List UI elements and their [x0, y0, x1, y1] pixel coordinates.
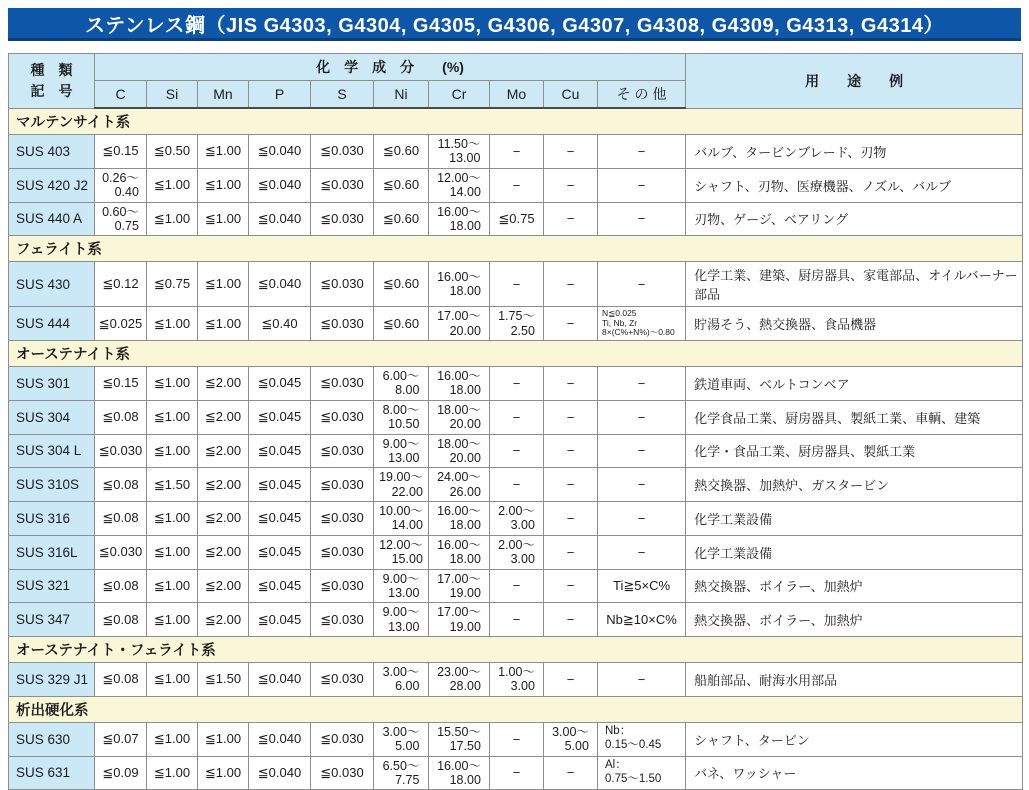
composition-cell: − — [598, 535, 686, 569]
composition-cell: ≦0.040 — [249, 202, 311, 236]
composition-cell: − — [490, 367, 544, 401]
composition-cell: ≦0.75 — [147, 262, 198, 307]
composition-cell: ≦0.07 — [95, 722, 147, 756]
composition-cell: ≦0.030 — [311, 307, 374, 341]
composition-cell: 3.00～ 5.00 — [374, 722, 429, 756]
composition-cell: ≦0.60 — [374, 135, 429, 169]
composition-cell: − — [598, 168, 686, 202]
composition-cell: ≦0.030 — [311, 722, 374, 756]
composition-cell: 9.00～ 13.00 — [374, 434, 429, 468]
composition-cell: ≦0.030 — [311, 603, 374, 637]
composition-cell: − — [490, 756, 544, 790]
composition-cell: 1.75～ 2.50 — [490, 307, 544, 341]
composition-cell: 3.00～ 6.00 — [374, 663, 429, 697]
composition-cell: 6.00～ 8.00 — [374, 367, 429, 401]
composition-cell: ≦0.045 — [249, 535, 311, 569]
data-row — [9, 569, 1023, 603]
composition-cell: ≦0.60 — [374, 262, 429, 307]
data-row — [9, 168, 1023, 202]
composition-cell: 17.00～ 19.00 — [429, 603, 490, 637]
page-title: ステンレス鋼（JIS G4303, G4304, G4305, G4306, G4307, G4308, G4309, G4313, G4314） — [85, 14, 944, 37]
grade-cell: SUS 444 — [9, 307, 95, 341]
composition-cell: − — [598, 468, 686, 502]
section-label: フェライト系 — [9, 236, 1023, 262]
composition-cell: ≦0.040 — [249, 756, 311, 790]
composition-cell: − — [490, 603, 544, 637]
composition-cell: ≦1.00 — [147, 663, 198, 697]
data-row — [9, 502, 1023, 536]
composition-cell: ≦0.030 — [95, 434, 147, 468]
section-label: マルテンサイト系 — [9, 108, 1023, 135]
composition-cell: ≦0.030 — [311, 468, 374, 502]
composition-cell: − — [544, 468, 598, 502]
composition-cell: − — [598, 262, 686, 307]
composition-cell: 18.00～ 20.00 — [429, 434, 490, 468]
composition-cell: 16.00～ 18.00 — [429, 535, 490, 569]
composition-cell: − — [490, 400, 544, 434]
table-body — [9, 108, 1023, 790]
composition-cell: − — [544, 663, 598, 697]
application-cell: 化学食品工業、厨房器具、製紙工業、車輌、建築 — [686, 400, 1023, 434]
composition-cell: 18.00～ 20.00 — [429, 400, 490, 434]
data-row — [9, 603, 1023, 637]
composition-cell: ≦1.00 — [198, 307, 249, 341]
composition-cell: − — [598, 135, 686, 169]
data-row — [9, 135, 1023, 169]
usage-header: 用 途 例 — [686, 54, 1023, 109]
composition-cell: − — [544, 307, 598, 341]
composition-cell: ≦1.00 — [198, 135, 249, 169]
composition-cell: − — [544, 262, 598, 307]
composition-cell: ≦1.00 — [147, 202, 198, 236]
composition-cell: − — [598, 434, 686, 468]
data-row — [9, 468, 1023, 502]
grade-cell: SUS 430 — [9, 262, 95, 307]
composition-cell: − — [544, 569, 598, 603]
chem-group-header: 化 学 成 分 (%) — [95, 54, 686, 81]
composition-cell: Nb≧10×C% — [598, 603, 686, 637]
application-cell: シャフト、タービン — [686, 722, 1023, 756]
composition-cell: 16.00～ 18.00 — [429, 202, 490, 236]
element-header-ni: Ni — [374, 81, 429, 109]
grade-cell: SUS 631 — [9, 756, 95, 790]
composition-cell: ≦2.00 — [198, 468, 249, 502]
composition-cell: − — [598, 502, 686, 536]
composition-cell: − — [490, 468, 544, 502]
composition-cell: ≦1.00 — [147, 434, 198, 468]
grade-cell: SUS 630 — [9, 722, 95, 756]
composition-cell: 17.00～ 20.00 — [429, 307, 490, 341]
element-header-other: そ の 他 — [598, 81, 686, 109]
composition-cell: ≦2.00 — [198, 502, 249, 536]
composition-cell: − — [490, 262, 544, 307]
composition-cell: ≦0.045 — [249, 367, 311, 401]
element-header-p: P — [249, 81, 311, 109]
composition-cell: ≦1.00 — [198, 202, 249, 236]
composition-cell: ≦1.00 — [147, 569, 198, 603]
composition-cell: ≦0.040 — [249, 262, 311, 307]
composition-cell: ≦1.00 — [147, 535, 198, 569]
section-label: オーステナイト・フェライト系 — [9, 637, 1023, 663]
composition-cell: − — [490, 168, 544, 202]
composition-cell: ≦1.50 — [147, 468, 198, 502]
composition-cell: 11.50～ 13.00 — [429, 135, 490, 169]
composition-cell: ≦0.030 — [311, 202, 374, 236]
application-cell: 化学・食品工業、厨房器具、製紙工業 — [686, 434, 1023, 468]
composition-cell: ≦0.60 — [374, 307, 429, 341]
composition-cell: ≦0.030 — [311, 400, 374, 434]
composition-cell: 8.00～ 10.50 — [374, 400, 429, 434]
composition-cell: ≦0.60 — [374, 168, 429, 202]
composition-cell: ≦0.040 — [249, 722, 311, 756]
kind-header-line2: 記 号 — [30, 82, 73, 99]
composition-cell: ≦2.00 — [198, 569, 249, 603]
grade-cell: SUS 329 J1 — [9, 663, 95, 697]
composition-cell: ≦1.00 — [147, 722, 198, 756]
element-header-cu: Cu — [544, 81, 598, 109]
composition-cell: 16.00～ 18.00 — [429, 502, 490, 536]
composition-cell: 15.50～ 17.50 — [429, 722, 490, 756]
composition-cell: ≦0.030 — [311, 756, 374, 790]
grade-cell: SUS 440 A — [9, 202, 95, 236]
data-row — [9, 262, 1023, 307]
composition-cell: ≦1.00 — [198, 168, 249, 202]
grade-cell: SUS 304 L — [9, 434, 95, 468]
grade-cell: SUS 420 J2 — [9, 168, 95, 202]
data-row — [9, 663, 1023, 697]
grade-cell: SUS 316L — [9, 535, 95, 569]
data-row — [9, 307, 1023, 341]
element-header-s: S — [311, 81, 374, 109]
composition-cell: − — [544, 135, 598, 169]
element-header-mn: Mn — [198, 81, 249, 109]
composition-cell: ≦0.030 — [311, 262, 374, 307]
data-row — [9, 400, 1023, 434]
composition-cell: − — [544, 168, 598, 202]
composition-cell: − — [490, 434, 544, 468]
data-row — [9, 202, 1023, 236]
composition-cell: 16.00～ 18.00 — [429, 262, 490, 307]
composition-cell: Al： 0.75～1.50 — [598, 756, 686, 790]
composition-cell: ≦0.08 — [95, 400, 147, 434]
composition-cell: ≦1.00 — [147, 367, 198, 401]
composition-cell: 3.00～ 5.00 — [544, 722, 598, 756]
kind-header-cell — [9, 54, 95, 109]
composition-cell: ≦1.50 — [198, 663, 249, 697]
data-row — [9, 434, 1023, 468]
title-bar — [8, 8, 1021, 41]
composition-cell: 16.00～ 18.00 — [429, 367, 490, 401]
grade-cell: SUS 316 — [9, 502, 95, 536]
composition-cell: 9.00～ 13.00 — [374, 569, 429, 603]
composition-cell: ≦0.045 — [249, 400, 311, 434]
composition-cell: 19.00～ 22.00 — [374, 468, 429, 502]
grade-cell: SUS 301 — [9, 367, 95, 401]
composition-cell: ≦1.00 — [147, 400, 198, 434]
application-cell: 熱交換器、ボイラー、加熱炉 — [686, 603, 1023, 637]
application-cell: 刃物、ゲージ、ベアリング — [686, 202, 1023, 236]
section-row — [9, 236, 1023, 262]
composition-cell: ≦0.030 — [311, 502, 374, 536]
composition-cell: ≦0.08 — [95, 603, 147, 637]
composition-cell: − — [598, 202, 686, 236]
grade-cell: SUS 403 — [9, 135, 95, 169]
composition-cell: ≦0.040 — [249, 168, 311, 202]
element-header-c: C — [95, 81, 147, 109]
application-cell: バネ、ワッシャー — [686, 756, 1023, 790]
composition-cell: ≦0.045 — [249, 502, 311, 536]
section-row — [9, 108, 1023, 135]
application-cell: シャフト、刃物、医療機器、ノズル、バルブ — [686, 168, 1023, 202]
section-row — [9, 637, 1023, 663]
application-cell: 化学工業設備 — [686, 502, 1023, 536]
composition-cell: − — [544, 367, 598, 401]
kind-header-line1: 種 類 — [30, 61, 73, 78]
application-cell: 熱交換器、加熱炉、ガスタービン — [686, 468, 1023, 502]
composition-cell: 10.00～ 14.00 — [374, 502, 429, 536]
composition-cell: ≦1.00 — [147, 168, 198, 202]
composition-cell: − — [544, 756, 598, 790]
composition-cell: ≦0.040 — [249, 135, 311, 169]
element-header-cr: Cr — [429, 81, 490, 109]
composition-cell: ≦1.00 — [147, 502, 198, 536]
composition-cell: − — [544, 502, 598, 536]
application-cell: 貯湯そう、熱交換器、食品機器 — [686, 307, 1023, 341]
composition-cell: − — [544, 202, 598, 236]
composition-cell: 16.00～ 18.00 — [429, 756, 490, 790]
section-label: 析出硬化系 — [9, 696, 1023, 722]
composition-cell: ≦0.045 — [249, 434, 311, 468]
composition-cell: ≦0.75 — [490, 202, 544, 236]
table-header — [9, 54, 1023, 109]
composition-cell: 17.00～ 19.00 — [429, 569, 490, 603]
composition-cell: ≦0.045 — [249, 468, 311, 502]
composition-cell: ≦2.00 — [198, 535, 249, 569]
composition-cell: Ti≧5×C% — [598, 569, 686, 603]
section-row — [9, 696, 1023, 722]
composition-cell: ≦2.00 — [198, 434, 249, 468]
composition-cell: ≦0.030 — [311, 135, 374, 169]
composition-cell: ≦0.09 — [95, 756, 147, 790]
application-cell: 化学工業、建築、厨房器具、家電部品、オイルバーナー部品 — [686, 262, 1023, 307]
composition-cell: ≦0.60 — [374, 202, 429, 236]
composition-cell: ≦1.00 — [147, 756, 198, 790]
application-cell: 船舶部品、耐海水用部品 — [686, 663, 1023, 697]
application-cell: 鉄道車両、ベルトコンベア — [686, 367, 1023, 401]
application-cell: バルブ、タービンブレード、刃物 — [686, 135, 1023, 169]
composition-cell: ≦0.030 — [95, 535, 147, 569]
composition-cell: ≦0.045 — [249, 569, 311, 603]
composition-cell: ≦0.040 — [249, 663, 311, 697]
composition-cell: − — [544, 400, 598, 434]
section-label: オーステナイト系 — [9, 341, 1023, 367]
data-row — [9, 756, 1023, 790]
composition-cell: − — [598, 400, 686, 434]
grade-cell: SUS 310S — [9, 468, 95, 502]
composition-cell: ≦1.00 — [147, 307, 198, 341]
composition-cell: ≦1.00 — [198, 722, 249, 756]
composition-cell: − — [490, 135, 544, 169]
composition-cell: ≦0.030 — [311, 434, 374, 468]
composition-cell: ≦0.08 — [95, 502, 147, 536]
composition-cell: ≦0.12 — [95, 262, 147, 307]
composition-cell: ≦0.030 — [311, 569, 374, 603]
composition-cell: ≦0.08 — [95, 569, 147, 603]
composition-cell: 12.00～ 15.00 — [374, 535, 429, 569]
composition-cell: ≦0.030 — [311, 535, 374, 569]
composition-cell: ≦0.50 — [147, 135, 198, 169]
composition-cell: N≦0.025 Ti, Nb, Zr 8×(C%+N%)～0.80 — [598, 307, 686, 341]
application-cell: 熱交換器、ボイラー、加熱炉 — [686, 569, 1023, 603]
grade-cell: SUS 304 — [9, 400, 95, 434]
element-header-mo: Mo — [490, 81, 544, 109]
composition-cell: ≦1.00 — [198, 756, 249, 790]
composition-cell: ≦0.030 — [311, 663, 374, 697]
composition-cell: ≦0.15 — [95, 367, 147, 401]
composition-cell: ≦0.025 — [95, 307, 147, 341]
data-row — [9, 367, 1023, 401]
composition-cell: − — [490, 722, 544, 756]
composition-cell: 12.00～ 14.00 — [429, 168, 490, 202]
composition-cell: Nb： 0.15～0.45 — [598, 722, 686, 756]
composition-cell: ≦0.045 — [249, 603, 311, 637]
composition-cell: ≦2.00 — [198, 603, 249, 637]
composition-cell: ≦0.030 — [311, 168, 374, 202]
composition-cell: − — [598, 663, 686, 697]
composition-cell: 2.00～ 3.00 — [490, 502, 544, 536]
application-cell: 化学工業設備 — [686, 535, 1023, 569]
composition-cell: − — [490, 569, 544, 603]
composition-cell: ≦0.08 — [95, 468, 147, 502]
composition-cell: 24.00～ 26.00 — [429, 468, 490, 502]
composition-cell: − — [598, 367, 686, 401]
composition-cell: − — [544, 603, 598, 637]
composition-cell: 1.00～ 3.00 — [490, 663, 544, 697]
composition-cell: 23.00～ 28.00 — [429, 663, 490, 697]
composition-cell: ≦2.00 — [198, 400, 249, 434]
composition-cell: 2.00～ 3.00 — [490, 535, 544, 569]
composition-cell: ≦0.030 — [311, 367, 374, 401]
section-row — [9, 341, 1023, 367]
composition-cell: 0.60～ 0.75 — [95, 202, 147, 236]
composition-cell: ≦0.15 — [95, 135, 147, 169]
composition-cell: ≦0.08 — [95, 663, 147, 697]
composition-cell: ≦2.00 — [198, 367, 249, 401]
composition-cell: 0.26～ 0.40 — [95, 168, 147, 202]
composition-cell: 6.50～ 7.75 — [374, 756, 429, 790]
composition-cell: ≦1.00 — [198, 262, 249, 307]
spec-table — [8, 53, 1023, 790]
data-row — [9, 722, 1023, 756]
grade-cell: SUS 347 — [9, 603, 95, 637]
data-row — [9, 535, 1023, 569]
composition-cell: ≦0.40 — [249, 307, 311, 341]
composition-cell: − — [544, 434, 598, 468]
grade-cell: SUS 321 — [9, 569, 95, 603]
composition-cell: 9.00～ 13.00 — [374, 603, 429, 637]
composition-cell: − — [544, 535, 598, 569]
composition-cell: ≦1.00 — [147, 603, 198, 637]
element-header-si: Si — [147, 81, 198, 109]
